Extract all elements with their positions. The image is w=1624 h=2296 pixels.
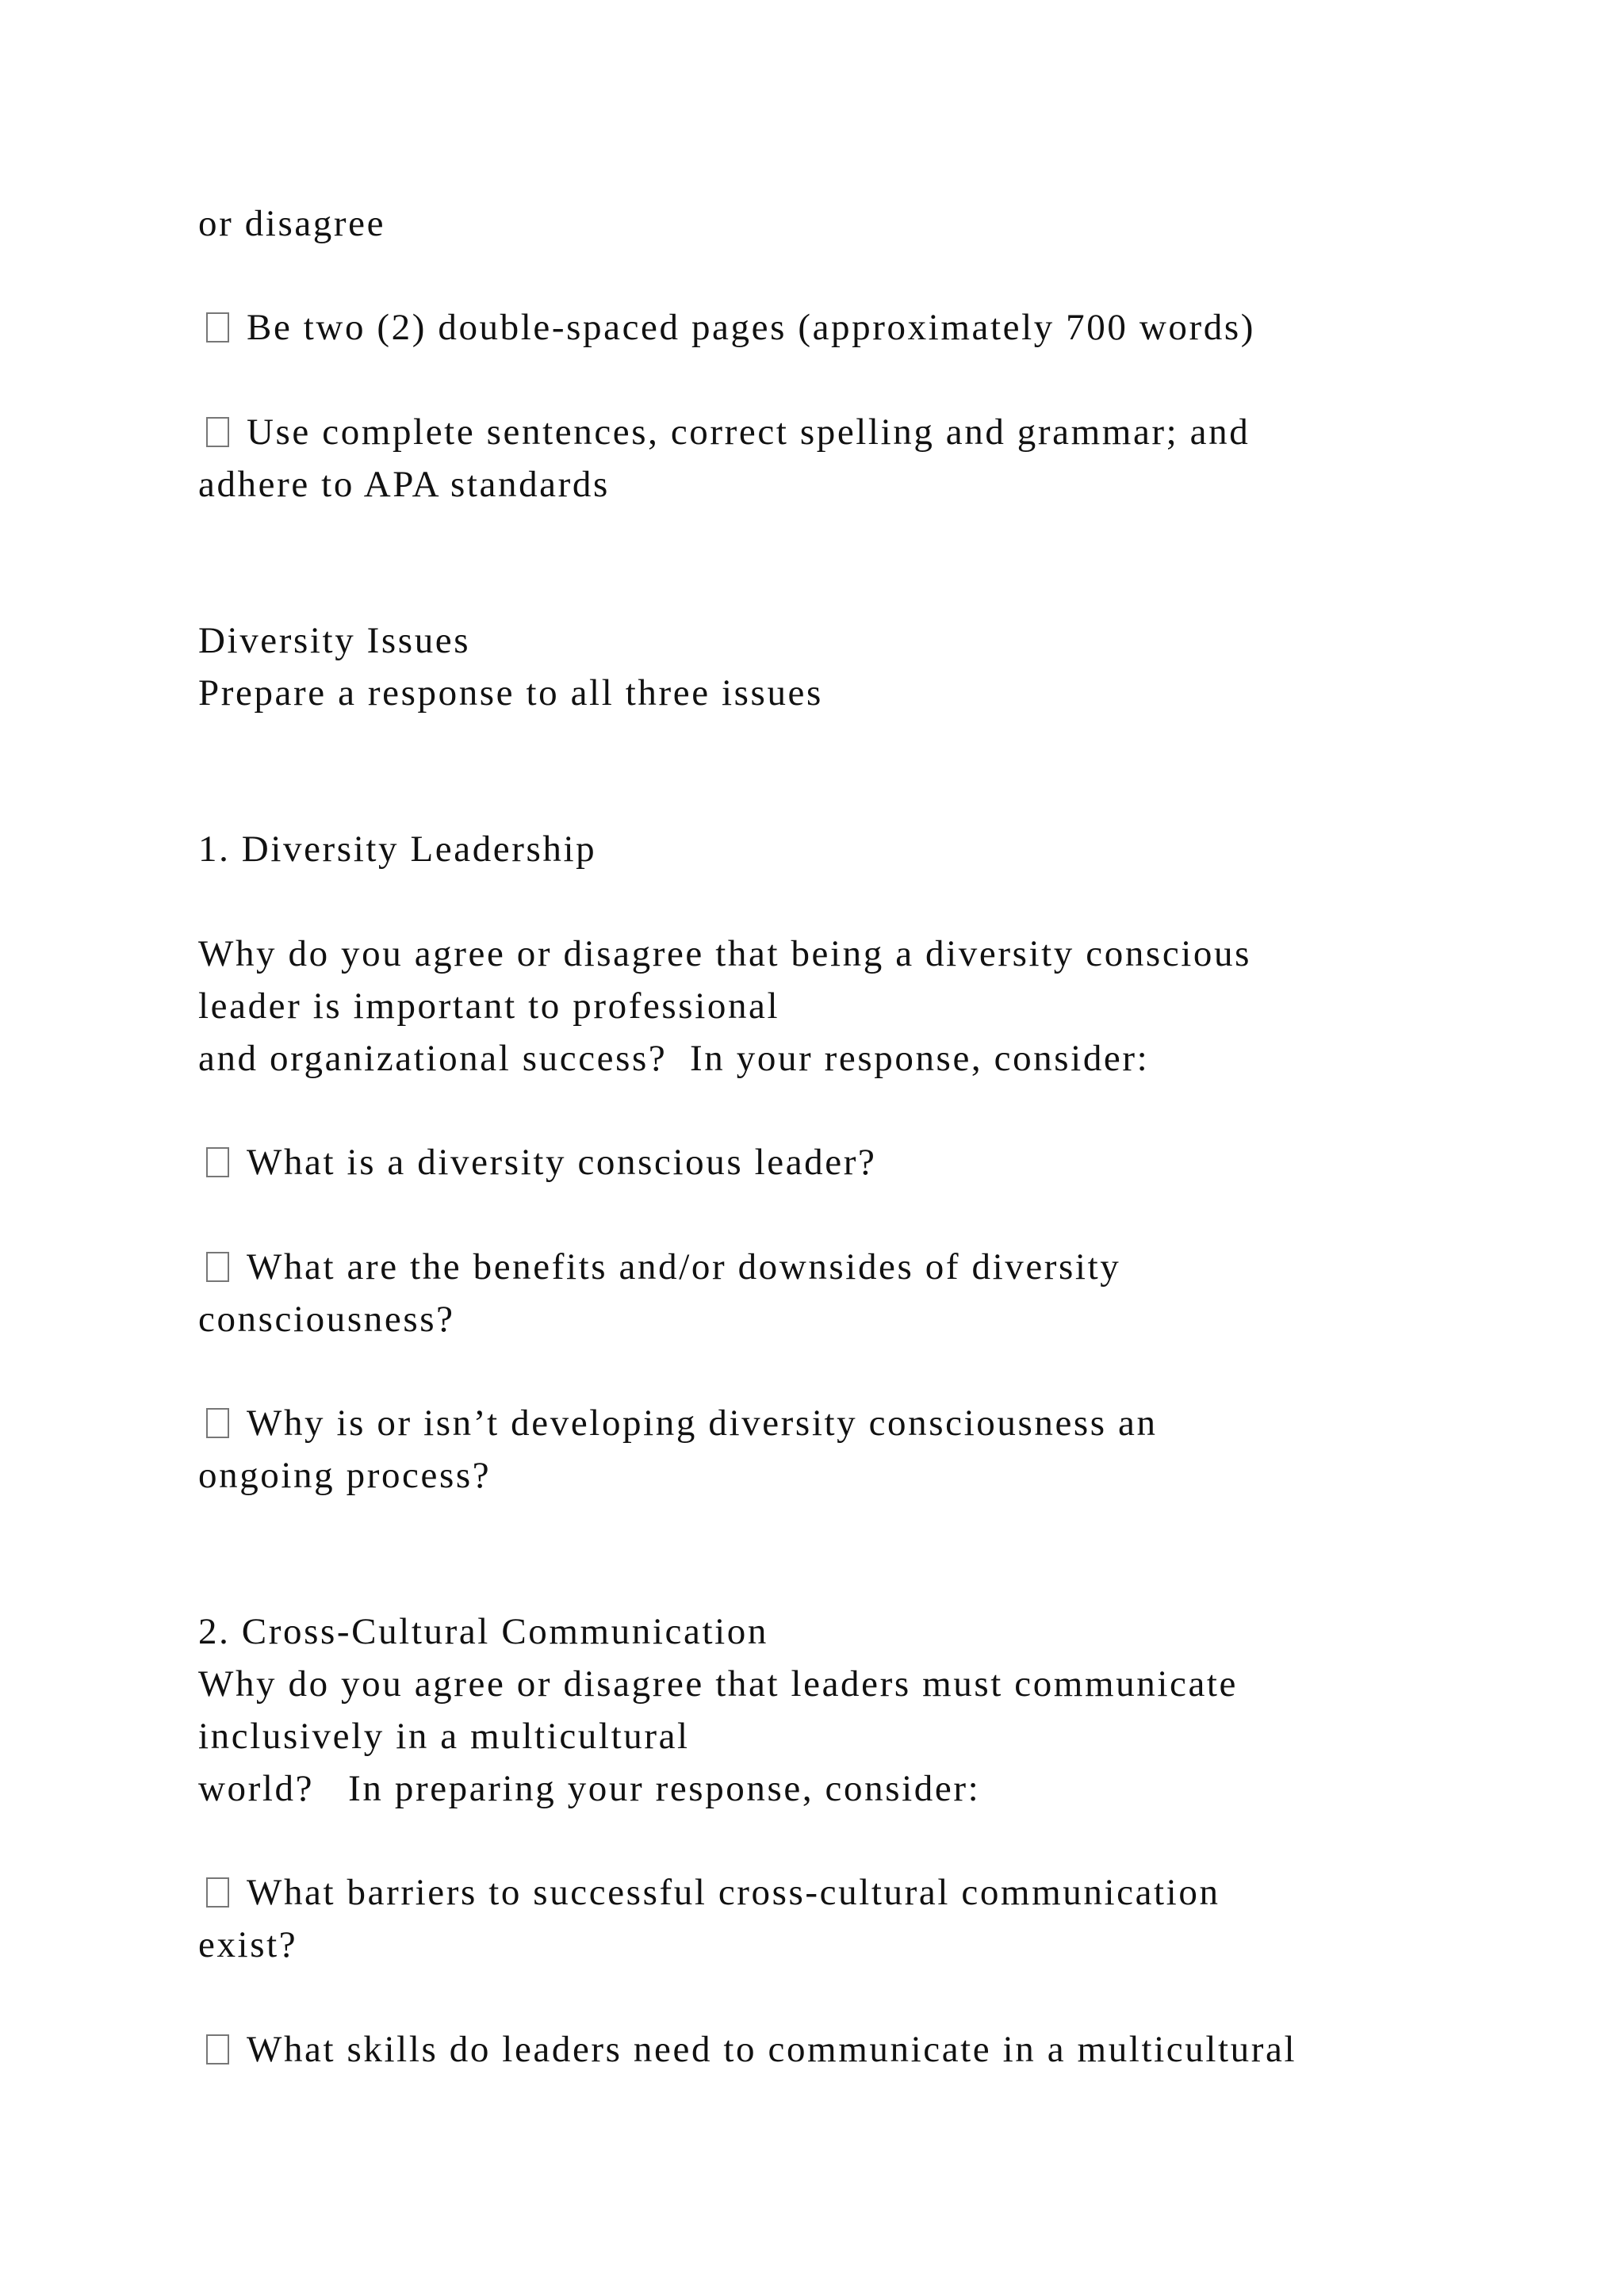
text-line: inclusively in a multicultural xyxy=(198,1716,690,1757)
text-line: and organizational success? In your response, consider: xyxy=(198,1038,1150,1079)
text-line: world? In preparing your response, consider: xyxy=(198,1768,981,1809)
bullet-text: What is a diversity conscious leader? xyxy=(247,1142,877,1183)
bullet-text: What skills do leaders need to communicate in a multicultural xyxy=(247,2029,1297,2070)
bullet-text: What barriers to successful cross-cultural communication xyxy=(247,1872,1220,1913)
section-heading: Diversity Issues xyxy=(198,620,471,661)
bullet-item xyxy=(198,304,1255,351)
bullet-box-icon xyxy=(206,1408,229,1438)
section-heading: 2. Cross-Cultural Communication xyxy=(198,1611,768,1652)
bullet-text: Be two (2) double-spaced pages (approximately 700 words) xyxy=(247,307,1255,348)
text-line: or disagree xyxy=(198,203,386,244)
text-line: exist? xyxy=(198,1924,298,1965)
bullet-text: Use complete sentences, correct spelling and grammar; and xyxy=(247,411,1251,453)
text-line: ongoing process? xyxy=(198,1455,492,1496)
bullet-item xyxy=(198,1869,1220,1916)
bullet-text: What are the benefits and/or downsides of diversity xyxy=(247,1246,1121,1288)
section-heading: 1. Diversity Leadership xyxy=(198,828,597,870)
bullet-item xyxy=(198,408,1250,456)
bullet-box-icon xyxy=(206,1252,229,1282)
bullet-item xyxy=(198,1138,876,1186)
text-line: leader is important to professional xyxy=(198,985,780,1027)
bullet-item xyxy=(198,1243,1120,1291)
bullet-box-icon xyxy=(206,417,229,447)
text-line: Why do you agree or disagree that being a diversity conscious xyxy=(198,933,1252,974)
bullet-box-icon xyxy=(206,2034,229,2064)
bullet-item xyxy=(198,1399,1158,1447)
bullet-box-icon xyxy=(206,1877,229,1908)
text-line: Prepare a response to all three issues xyxy=(198,672,823,714)
bullet-text: Why is or isn’t developing diversity consciousness an xyxy=(247,1402,1158,1444)
text-line: consciousness? xyxy=(198,1299,455,1340)
text-line: Why do you agree or disagree that leaders must communicate xyxy=(198,1663,1239,1705)
bullet-item xyxy=(198,2026,1297,2073)
bullet-box-icon xyxy=(206,312,229,342)
bullet-box-icon xyxy=(206,1147,229,1177)
text-line: adhere to APA standards xyxy=(198,464,610,505)
